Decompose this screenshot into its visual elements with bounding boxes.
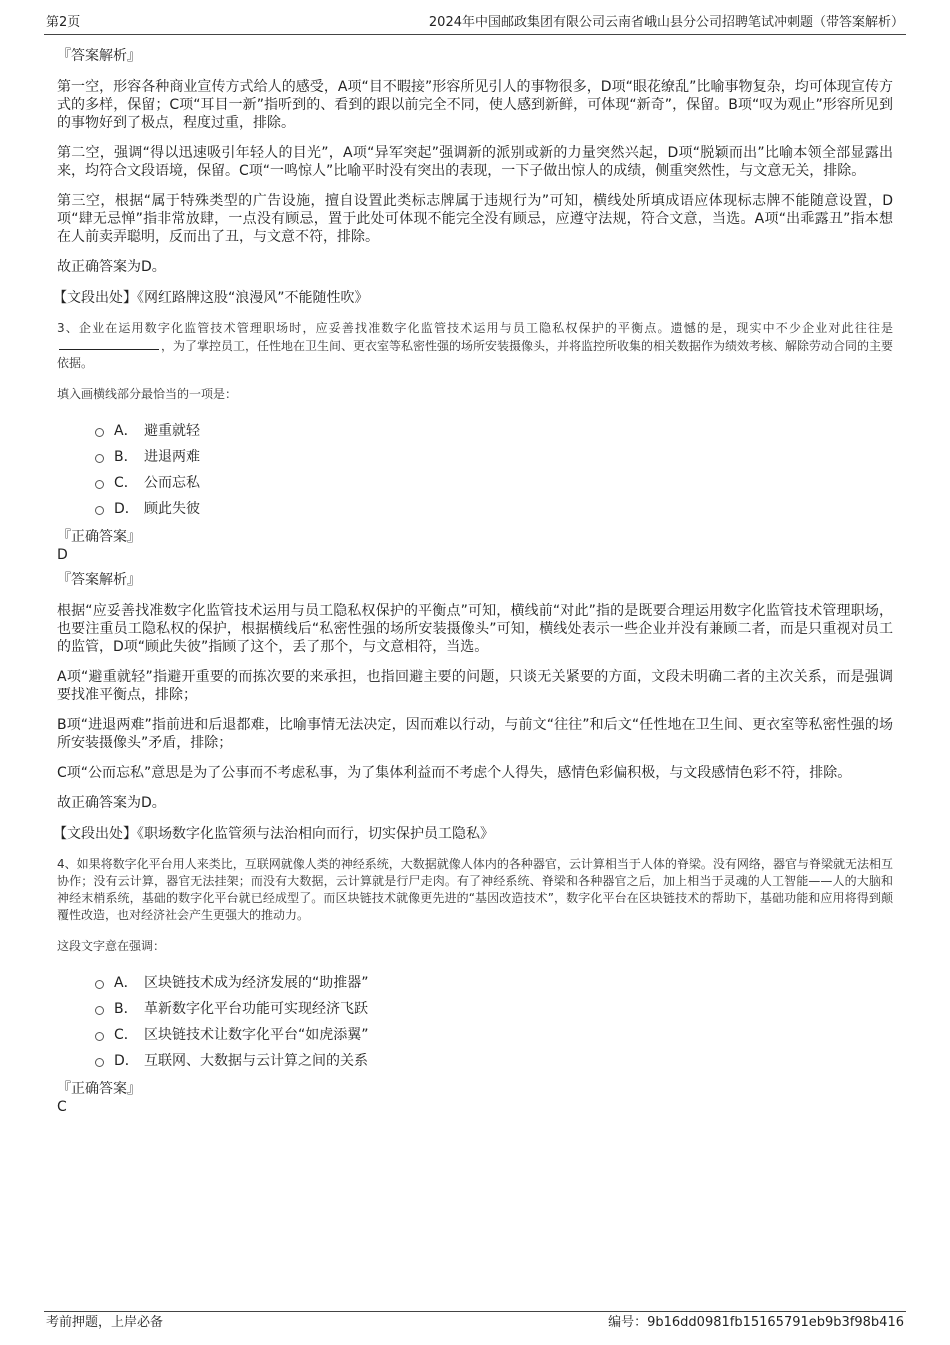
option-letter: C． bbox=[114, 475, 138, 491]
option-letter: A． bbox=[114, 975, 138, 991]
analysis-paragraph: A项“避重就轻”指避开重要的而拣次要的来承担，也指回避主要的问题，只谈无关紧要的方面，文段未明确二者的主次关系，而是强调要找准平衡点，排除； bbox=[57, 669, 893, 703]
option-text: 互联网、大数据与云计算之间的关系 bbox=[144, 1053, 368, 1069]
analysis-label: 『答案解析』 bbox=[57, 48, 141, 64]
question-3-text-after: ，为了掌控员工，任性地在卫生间、更衣室等私密性强的场所安装摄像头，并将监控所收集的相关数据作为绩效考核、解除劳动合同的主要依据。 bbox=[57, 339, 894, 370]
option-a[interactable] bbox=[95, 417, 893, 443]
option-letter: B． bbox=[114, 1001, 138, 1017]
option-text: 区块链技术成为经济发展的“助推器” bbox=[144, 975, 369, 991]
radio-icon[interactable] bbox=[95, 980, 104, 989]
radio-icon[interactable] bbox=[95, 1006, 104, 1015]
question-3-text-before: 3、企业在运用数字化监管技术管理职场时，应妥善找准数字化监管技术运用与员工隐私权保护的平衡点。遗憾的是，现实中不少企业对此往往是 bbox=[57, 321, 893, 335]
option-letter: D． bbox=[114, 501, 139, 517]
question-3-prompt: 填入画横线部分最恰当的一项是： bbox=[57, 387, 238, 401]
analysis-paragraph: 根据“应妥善找准数字化监管技术运用与员工隐私权保护的平衡点”可知，横线前“对此”指的是既要合理运用数字化监管技术管理职场，也要注重员工隐私权的保护，根据横线后“私密性强的场所安装摄像头”可知，横线处表示一些企业并没有兼顾二者，而是只重视对员工的监管，D项“顾此失彼”指顾了这个，丢了那个，与文意相符，当选。 bbox=[57, 603, 893, 655]
option-text: 避重就轻 bbox=[144, 423, 200, 439]
option-b[interactable] bbox=[95, 443, 893, 469]
radio-icon[interactable] bbox=[95, 454, 104, 463]
page-content bbox=[53, 46, 894, 1122]
option-text: 进退两难 bbox=[144, 449, 200, 465]
source-citation: 【文段出处】《网红路牌这股“浪漫风”不能随性吹》 bbox=[53, 290, 369, 306]
conclusion: 故正确答案为D。 bbox=[57, 259, 166, 275]
analysis-paragraph: C项“公而忘私”意思是为了公事而不考虑私事，为了集体利益而不考虑个人得失，感情色彩偏积极，与文段感情色彩不符，排除。 bbox=[57, 765, 852, 781]
question-4-options bbox=[95, 969, 893, 1073]
option-letter: A． bbox=[114, 423, 138, 439]
option-c[interactable] bbox=[95, 1021, 893, 1047]
option-d[interactable] bbox=[95, 495, 893, 521]
option-b[interactable] bbox=[95, 995, 893, 1021]
analysis-label: 『答案解析』 bbox=[57, 572, 141, 588]
radio-icon[interactable] bbox=[95, 506, 104, 515]
option-letter: C． bbox=[114, 1027, 138, 1043]
fill-blank bbox=[59, 337, 159, 350]
option-text: 区块链技术让数字化平台“如虎添翼” bbox=[144, 1027, 369, 1043]
radio-icon[interactable] bbox=[95, 480, 104, 489]
analysis-paragraph: 第三空，根据“属于特殊类型的广告设施，擅自设置此类标志牌属于违规行为”可知，横线处所填成语应体现标志牌不能随意设置，D项“肆无忌惮”指非常放肆，一点没有顾忌，置于此处可体现不能完全没有顾忌，应遵守法规，符合文意，当选。A项“出乖露丑”指本想在人前卖弄聪明，反而出了丑，与文意不符，排除。 bbox=[57, 193, 893, 245]
option-c[interactable] bbox=[95, 469, 893, 495]
option-letter: D． bbox=[114, 1053, 139, 1069]
conclusion: 故正确答案为D。 bbox=[57, 795, 166, 811]
document-title: 2024年中国邮政集团有限公司云南省峨山县分公司招聘笔试冲刺题（带答案解析） bbox=[428, 15, 904, 30]
option-letter: B． bbox=[114, 449, 138, 465]
question-4-prompt: 这段文字意在强调： bbox=[57, 939, 166, 953]
page-footer bbox=[44, 1311, 906, 1332]
option-text: 公而忘私 bbox=[144, 475, 200, 491]
source-citation: 【文段出处】《职场数字化监管须与法治相向而行，切实保护员工隐私》 bbox=[53, 826, 494, 842]
option-d[interactable] bbox=[95, 1047, 893, 1073]
correct-answer: C bbox=[57, 1099, 67, 1115]
question-4-text: 4、如果将数字化平台用人来类比，互联网就像人类的神经系统，大数据就像人体内的各种器官，云计算相当于人体的脊梁。没有网络，器官与脊梁就无法相互协作；没有云计算，器官无法挂架；而没有大数据，云计算就是行尸走肉。有了神经系统、脊梁和各种器官之后，加上相当于灵魂的人工智能——人的大脑和神经末梢系统，基础的数字化平台就已经成型了。而区块链技术就像更先进的“基因改造技术”，数字化平台在区块链技术的帮助下，基础功能和应用将得到颠覆性改造，也对经济社会产生更强大的推动力。 bbox=[57, 857, 893, 922]
option-text: 顾此失彼 bbox=[144, 501, 200, 517]
document-id: 编号：9b16dd0981fb15165791eb9b3f98b416 bbox=[608, 1315, 904, 1330]
correct-answer-label: 『正确答案』 bbox=[57, 529, 141, 545]
page-number: 第2页 bbox=[46, 15, 81, 30]
page-header bbox=[44, 14, 906, 35]
radio-icon[interactable] bbox=[95, 1058, 104, 1067]
question-3-options bbox=[95, 417, 893, 521]
correct-answer: D bbox=[57, 547, 68, 563]
radio-icon[interactable] bbox=[95, 428, 104, 437]
analysis-paragraph: 第一空，形容各种商业宣传方式给人的感受，A项“目不暇接”形容所见引人的事物很多，D项“眼花缭乱”比喻事物复杂，均可体现宣传方式的多样，保留；C项“耳目一新”指听到的、看到的跟以前完全不同，使人感到新鲜，可体现“新奇”，保留。B项“叹为观止”形容所见到的事物好到了极点，程度过重，排除。 bbox=[57, 79, 893, 131]
analysis-paragraph: 第二空，强调“得以迅速吸引年轻人的目光”，A项“异军突起”强调新的派别或新的力量突然兴起，D项“脱颖而出”比喻本领全部显露出来，均符合文段语境，保留。C项“一鸣惊人”比喻平时没有突出的表现，一下子做出惊人的成绩，侧重突然性，与文意无关，排除。 bbox=[57, 145, 893, 179]
radio-icon[interactable] bbox=[95, 1032, 104, 1041]
analysis-paragraph: B项“进退两难”指前进和后退都难，比喻事情无法决定，因而难以行动，与前文“往往”和后文“任性地在卫生间、更衣室等私密性强的场所安装摄像头”矛盾，排除； bbox=[57, 717, 893, 751]
option-text: 革新数字化平台功能可实现经济飞跃 bbox=[144, 1001, 368, 1017]
question-3-text bbox=[57, 320, 893, 372]
footer-slogan: 考前押题，上岸必备 bbox=[46, 1315, 164, 1330]
option-a[interactable] bbox=[95, 969, 893, 995]
correct-answer-label: 『正确答案』 bbox=[57, 1081, 141, 1097]
